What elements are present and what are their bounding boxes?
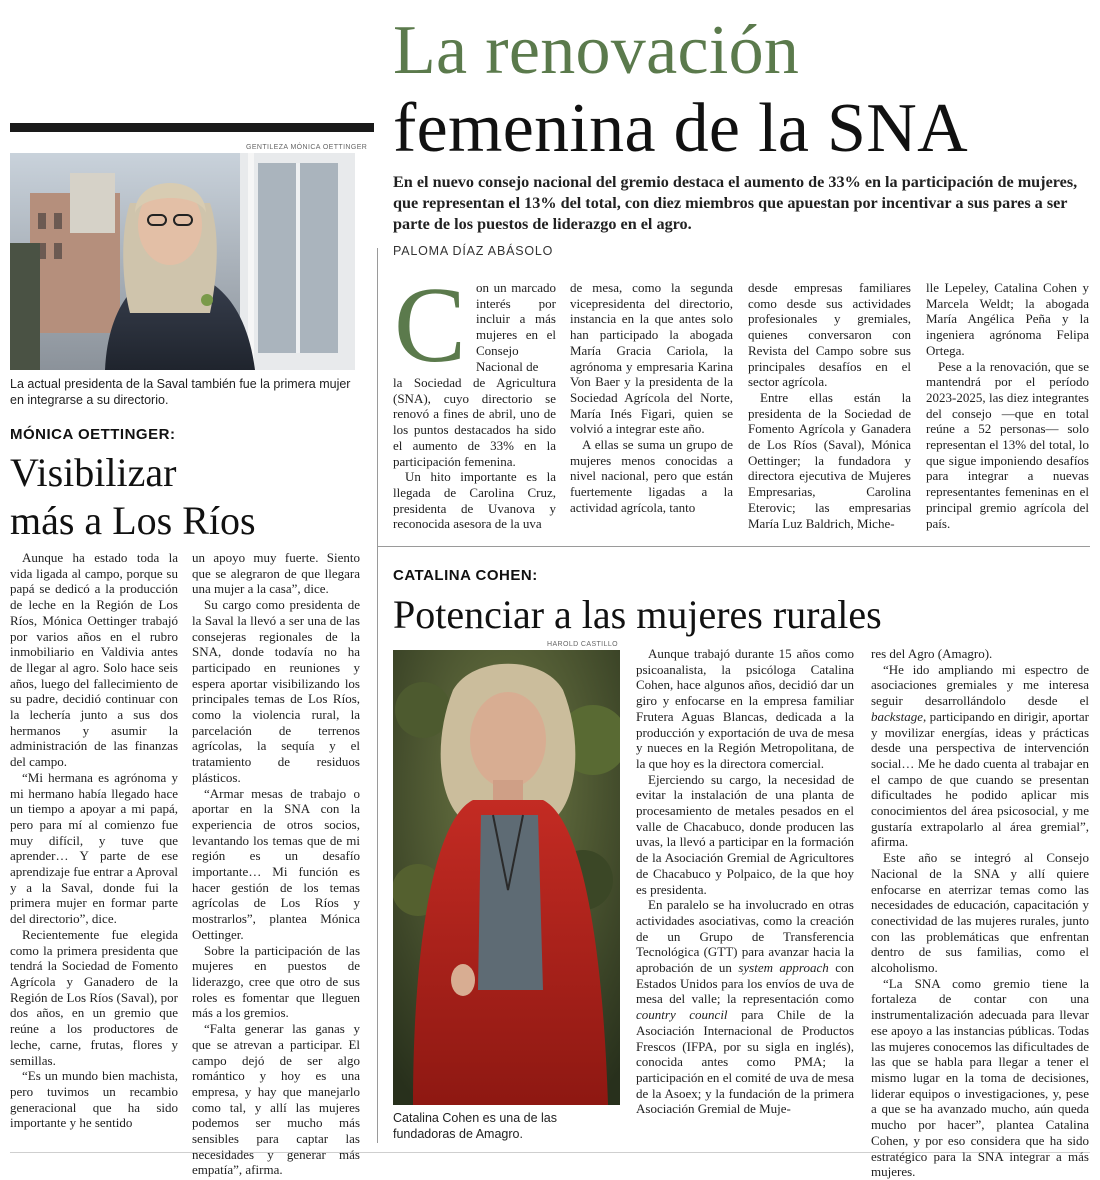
kicker-catalina-cohen: CATALINA COHEN: bbox=[393, 567, 538, 584]
paragraph: Aunque trabajó durante 15 años como psicoanalista, la psicóloga Catalina Cohen, hace algunos años, decidió dar un giro y enfocarse en la empresa familiar Frutera Aguas Blancas, dedicada a la producción y exportación de uva de mesa y nueces en la Región Metropolitana, de la que hoy es la directora comercial. bbox=[636, 646, 854, 771]
paragraph: la Sociedad de Agricultura (SNA), cuyo directorio se renovó a fines de abril, uno de los puntos destacados ha sido el aumento de 33% en la participación femenina. bbox=[393, 375, 556, 469]
paragraph: Pese a la renovación, que se mantendrá por el período 2023-2025, las diez integrantes del consejo —que en total reúne a 52 personas— solo representan el 13% del total, lo que sigue imponiendo desafíos para integrar a nuevas representantes femeninas en el principal gremio agrícola del país. bbox=[926, 358, 1089, 531]
paragraph: Su cargo como presidenta de la Saval la llevó a ser una de las consejeras regionales de la SNA, donde todavía no ha participado en reuniones y espera aportar visibilizando los principales temas de Los Ríos, como la violencia rural, la parcelación de terrenos agrícolas, la sequía y el tratamiento de residuos plásticos. bbox=[192, 597, 360, 785]
main-column-1-intro bbox=[476, 280, 556, 374]
paragraph: Ejerciendo su cargo, la necesidad de evitar la instalación de una planta de procesamiento de metales pesados en el valle de Chacabuco, donde producen las uvas, la llevó a participar en la formación de la Asociación Gremial de Agricultores de Chacabuco y Polpaico, de la que hoy es presidenta. bbox=[636, 771, 854, 897]
headline-line-1: La renovación bbox=[393, 12, 800, 89]
paragraph: Recientemente fue elegida como la primera presidenta que tendrá la Sociedad de Fomento Agrícola y Ganadero de la Región de Los Ríos (Saval), por dos años, en un gremio que reúne a los productores de leche, carne, frutas, flores y semillas. bbox=[10, 926, 178, 1068]
photo-catalina-cohen bbox=[393, 650, 620, 1105]
photo-monica-oettinger bbox=[10, 153, 355, 370]
photo-caption: La actual presidenta de la Saval también fue la primera mujer en integrarse a su directorio. bbox=[10, 377, 351, 407]
photo-caption: Catalina Cohen es una de las fundadoras de Amagro. bbox=[393, 1111, 558, 1141]
main-column-4 bbox=[926, 280, 1089, 531]
headline-line-2: femenina de la SNA bbox=[393, 90, 968, 167]
paragraph: Entre ellas están la presidenta de la Sociedad de Fomento Agrícola y Ganadera de Los Ríos (Saval), Mónica Oettinger; la fundadora y directora ejecutiva de Mujeres Empresarias, Carolina Eterovic; las empresarias María Luz Baldrich, Miche- bbox=[748, 389, 911, 531]
paragraph: Sobre la participación de las mujeres en puestos de liderazgo, cree que otro de sus roles es fomentar que lleguen más a los gremios. bbox=[192, 942, 360, 1021]
paragraph: Aunque ha estado toda la vida ligada al campo, porque su papá se dedicó a la producción de leche en la Región de Los Ríos, Mónica Oettinger trabajó por varios años en el rubro inmobiliario en Valdivia antes de llegar al agro. Solo hace seis años, luego del fallecimiento de su padre, decidió continuar con la lechería junto a sus dos hermanos y asumir la administración de las finanzas del campo. bbox=[10, 550, 178, 770]
column-divider bbox=[377, 248, 378, 1143]
left-story-column-1 bbox=[10, 550, 178, 1131]
main-column-2 bbox=[570, 280, 733, 516]
right-story-column-1 bbox=[636, 646, 854, 1117]
photo-credit: GENTILEZA MÓNICA OETTINGER bbox=[246, 144, 368, 151]
paragraph: desde empresas familiares como desde sus actividades profesionales y gremiales, quienes conversaron con Revista del Campo sobre sus principales desafíos en el sector agrícola. bbox=[748, 280, 911, 390]
paragraph: “He ido ampliando mi espectro de asociaciones gremiales y me interesa seguir desarrollándolo desde el backstage, participando en dirigir, aportar y movilizar energías, ideas y prácticas desde una perspectiva de intervención social… Me he dado cuenta al trabajar en el campo de que cuando se presentan dificultades he podido aplicar mis conocimientos del área psicosocial, y me gustaría extrapolarlo al área gremial”, afirma. bbox=[871, 661, 1089, 850]
paragraph: on un marcado interés por incluir a más mujeres en el Consejo Nacional de bbox=[476, 280, 556, 374]
main-column-3 bbox=[748, 280, 911, 531]
deck-summary: En el nuevo consejo nacional del gremio destaca el aumento de 33% en la participación de mujeres, que representan el 13% del total, con diez miembros que apuestan por incentivar a sus pares a ser parte de los puestos de liderazgo en el agro. bbox=[393, 173, 1078, 233]
paragraph: de mesa, como la segunda vicepresidenta del directorio, instancia en la que antes solo han participado la abogada María Gracia Cariola, la agrónoma y empresaria Karina Von Baer y la presidenta de la Sociedad Agrícola del Norte, María Inés Figari, quien se volvió a integrar este año. bbox=[570, 280, 733, 437]
left-story-column-2 bbox=[192, 550, 360, 1178]
byline: PALOMA DÍAZ ABÁSOLO bbox=[393, 244, 554, 258]
paragraph: “Es un mundo bien machista, pero tuvimos un recambio generacional que ha sido importante y he sentido bbox=[10, 1068, 178, 1131]
paragraph: un apoyo muy fuerte. Siento que se alegraron de que llegara una mujer a la casa”, dice. bbox=[192, 550, 360, 597]
right-story-column-2 bbox=[871, 646, 1089, 1180]
paragraph: “Armar mesas de trabajo o aportar en la SNA con la experiencia de otros socios, levantando los temas que de mi región es un desafío importante… Mi función es hacer gestión de los temas agrícolas de Los Ríos y mostrarlos”, plantea Mónica Oettinger. bbox=[192, 785, 360, 942]
paragraph: “La SNA como gremio tiene la fortaleza de contar con una instrumentalización adecuada para llevar ese apoyo a las instancias públicas. Todas las mujeres conocemos las dificultades de las que se habla para llegar a tener el mismo lugar en la toma de decisiones, liderar equipos o investigaciones, y, pese a que se ha avanzado mucho, aún queda mucho por hacer”, plantea Catalina Cohen, y por eso considera que ha sido estratégico para la SNA integrar a más mujeres. bbox=[871, 975, 1089, 1180]
paragraph: A ellas se suma un grupo de mujeres menos conocidas a nivel nacional, pero que están fuertemente ligadas a la actividad agrícola, tanto bbox=[570, 437, 733, 515]
drop-cap: C bbox=[394, 266, 467, 385]
main-column-1 bbox=[393, 375, 556, 532]
paragraph: Este año se integró al Consejo Nacional de la SNA y allí quiere enfocarse en aterrizar temas como las necesidades de educación, capacitación y conectividad de las mujeres rurales, junto con las problemáticas que enfrentan dentro de sus familias, como el alcoholismo. bbox=[871, 850, 1089, 976]
paragraph: res del Agro (Amagro). bbox=[871, 646, 993, 661]
paragraph: lle Lepeley, Catalina Cohen y Marcela Weldt; la abogada María Angélica Peña y la ingeniera agrónoma Felipa Ortega. bbox=[926, 280, 1089, 358]
kicker-monica-oettinger: MÓNICA OETTINGER: bbox=[10, 426, 176, 443]
paragraph: Un hito importante es la llegada de Carolina Cruz, presidenta de Uvanova y reconocida asesora de la uva bbox=[393, 469, 556, 532]
paragraph: En paralelo se ha involucrado en otras actividades asociativas, como la creación de un Grupo de Transferencia Tecnológica (GTT) para avanzar hacia la aprobación de un system approach con Estados Unidos para los envíos de uva de mesa del valle; la representación como country council para Chile de la Asociación Internacional de Productos Frescos (IFPA, por su sigla en inglés), conocida antes como PMA; la participación en el comité de uva de mesa de la Asoex; y la fundación de la primera Asociación Gremial de Muje- bbox=[636, 897, 855, 1117]
paragraph: “Mi hermana es agrónoma y mi hermano había llegado hace un tiempo a apoyar a mi papá, pero para mí al comienzo fue muy difícil, y tuve que aprender… Y parte de ese aprendizaje fue entrar a Aproval y a la Saval, donde fui la primera mujer en formar parte del directorio”, dice. bbox=[10, 769, 178, 927]
section-divider bbox=[378, 546, 1090, 547]
right-headline: Potenciar a las mujeres rurales bbox=[393, 592, 882, 637]
section-rule bbox=[10, 123, 374, 132]
paragraph: “Falta generar las ganas y que se atrevan a participar. El campo dejó de ser algo romántico y hoy es una empresa, y hay que manejarlo como tal, y allí las mujeres podemos ser mucho más sensibles para captar las necesidades y generar más empatía”, afirma. bbox=[192, 1021, 360, 1178]
photo-credit: HAROLD CASTILLO bbox=[547, 641, 618, 648]
left-headline-line-2: más a Los Ríos bbox=[10, 498, 256, 543]
left-headline-line-1: Visibilizar bbox=[10, 450, 177, 495]
